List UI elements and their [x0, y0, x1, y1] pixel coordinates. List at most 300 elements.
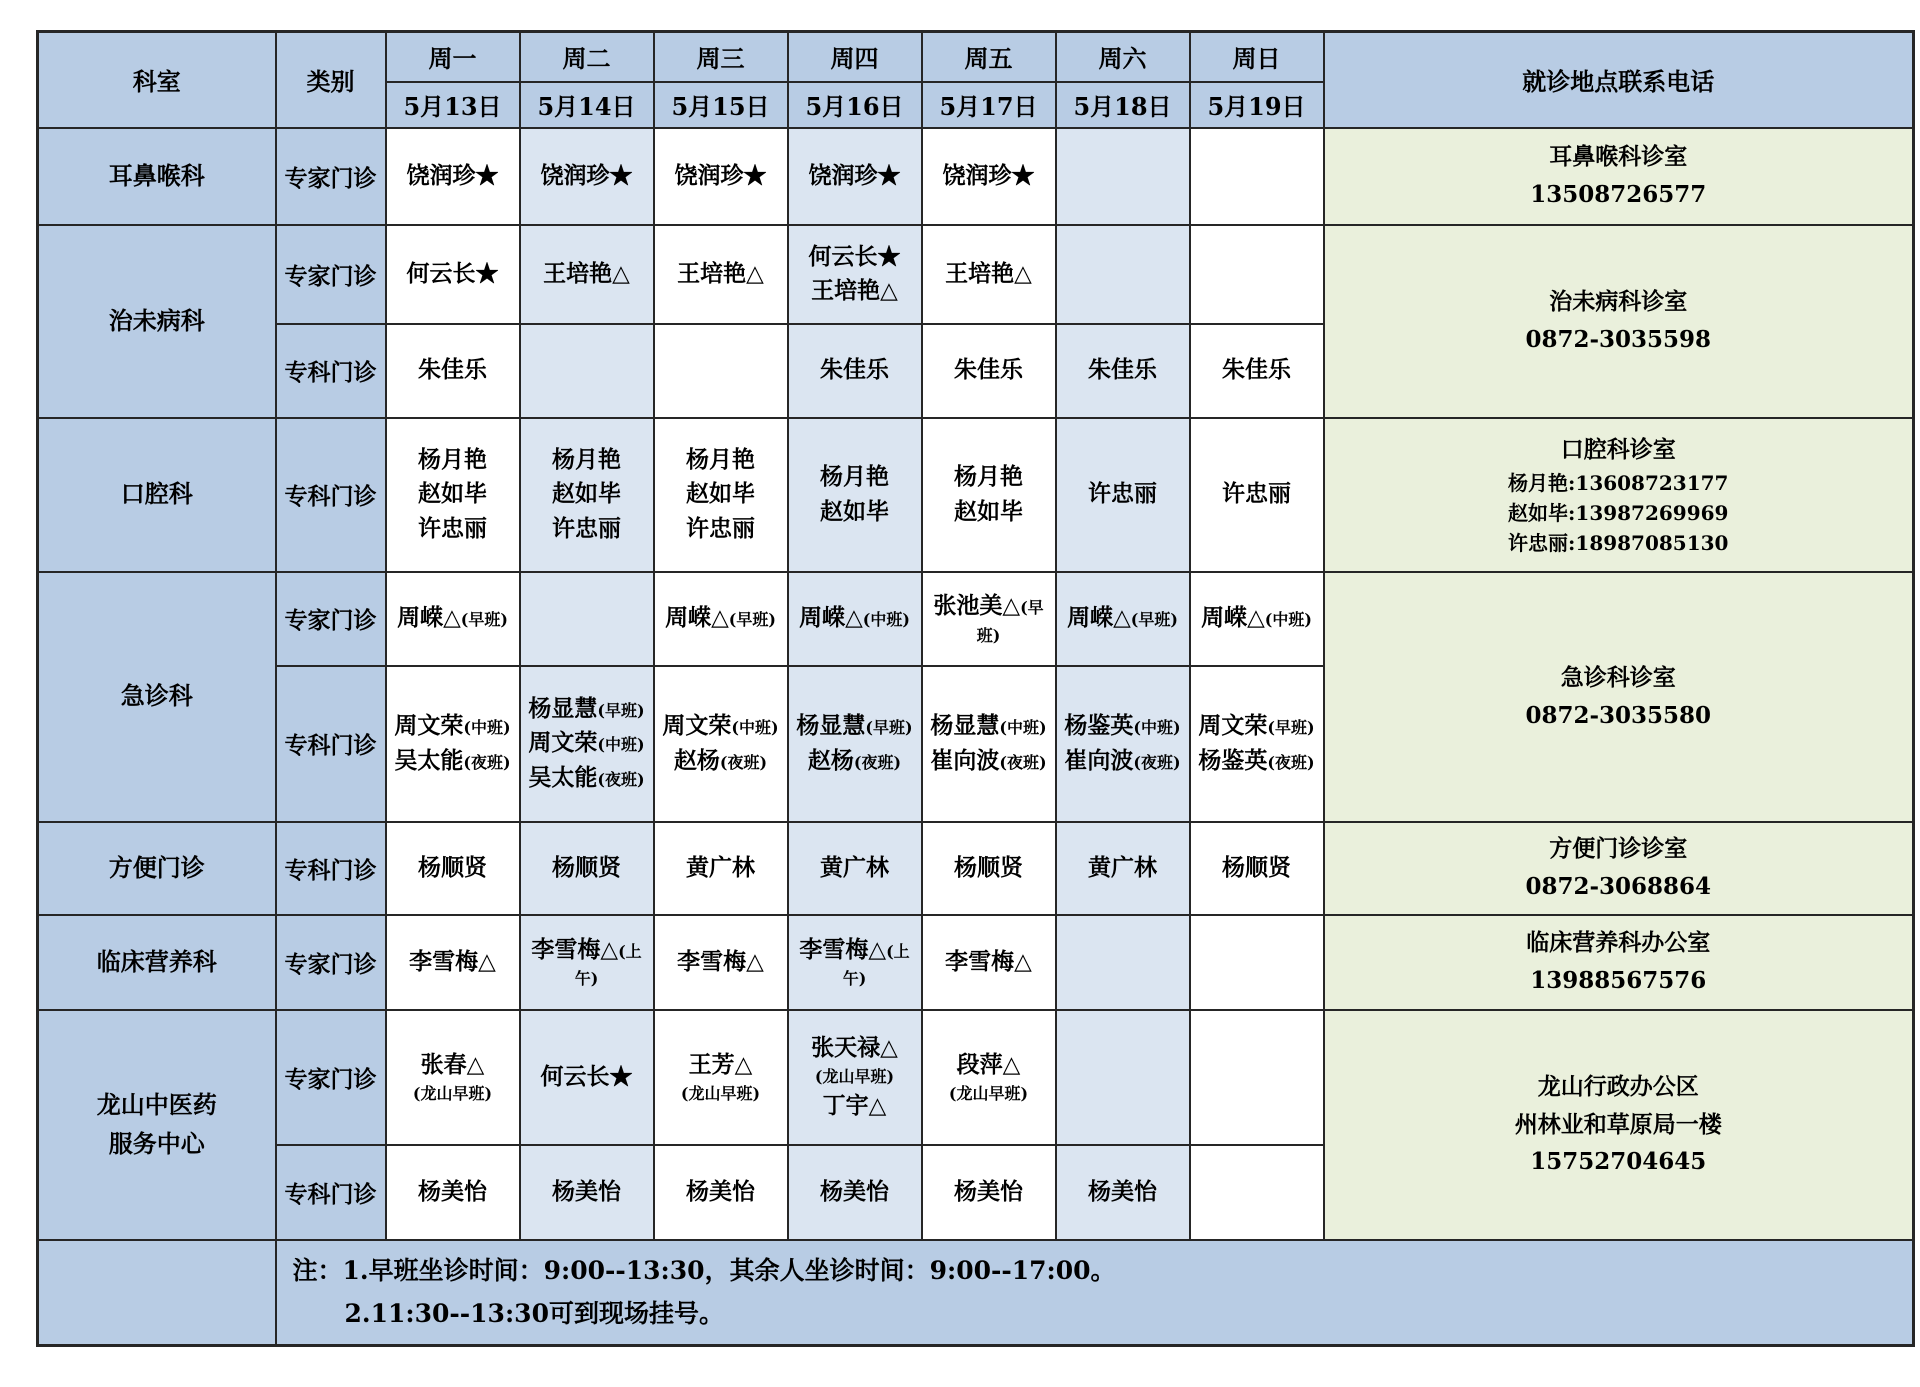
contact-location: 耳鼻喉科诊室 [1549, 143, 1688, 171]
day-cell [922, 822, 1056, 915]
contact-location: 龙山行政办公区 [1537, 1072, 1699, 1100]
weekday-header: 周六 [1056, 32, 1190, 82]
schedule-entry [925, 945, 1053, 980]
day-cell [520, 324, 654, 418]
day-cell [386, 418, 520, 572]
dept-name-line: 急诊科 [120, 681, 193, 711]
shift-label: (早班) [728, 610, 776, 630]
shift-label: (龙山早班) [412, 1084, 493, 1104]
schedule-entry [657, 1082, 785, 1106]
day-cell [654, 915, 788, 1010]
schedule-entry [925, 1048, 1053, 1083]
doctor-name: 朱佳乐 [1222, 356, 1291, 384]
schedule-entry [791, 1175, 919, 1210]
schedule-entry [791, 495, 919, 530]
doctor-name: 段萍△ [956, 1050, 1021, 1078]
schedule-entry [389, 851, 517, 886]
schedule-entry [523, 1175, 651, 1210]
doctor-name: 赵如毕 [686, 480, 755, 508]
day-cell [788, 324, 922, 418]
schedule-entry [657, 601, 785, 636]
schedule-entry [389, 512, 517, 547]
schedule-entry [791, 460, 919, 495]
doctor-name: 朱佳乐 [820, 356, 889, 384]
schedule-entry [791, 1065, 919, 1089]
doctor-name: 吴太能 [394, 746, 464, 774]
day-cell [386, 225, 520, 324]
contact-phone: 13508726577 [1530, 181, 1707, 208]
day-cell [1056, 128, 1190, 225]
doctor-name: 黄广林 [820, 853, 889, 881]
day-cell [520, 1010, 654, 1145]
date-header: 5月19日 [1190, 82, 1324, 128]
day-cell [1190, 572, 1324, 666]
shift-label: (中班) [731, 718, 779, 737]
doctor-name: 何云长★ [406, 259, 499, 287]
doctor-name: 杨美怡 [552, 1177, 621, 1205]
schedule-entry [523, 692, 651, 727]
doctor-name: 周嵘△ [397, 604, 461, 632]
doctor-name: 吴太能 [528, 763, 598, 791]
category-cell: 专科门诊 [276, 666, 386, 822]
schedule-entry [1059, 709, 1187, 744]
day-cell [386, 324, 520, 418]
schedule-entry [1193, 353, 1321, 388]
doctor-name: 饶润珍★ [808, 161, 901, 189]
day-cell [520, 915, 654, 1010]
schedule-entry [657, 512, 785, 547]
doctor-name: 黄广林 [686, 853, 755, 881]
category-cell: 专科门诊 [276, 324, 386, 418]
schedule-body [38, 128, 1914, 1240]
schedule-entry [791, 353, 919, 388]
dept-cell [38, 1010, 276, 1240]
schedule-row [38, 225, 1914, 324]
category-cell: 专家门诊 [276, 128, 386, 225]
schedule-entry [925, 589, 1053, 648]
day-cell [654, 822, 788, 915]
doctor-name: 王培艳△ [811, 277, 898, 304]
doctor-name: 周嵘△ [665, 604, 729, 632]
schedule-entry [389, 1082, 517, 1106]
day-cell [788, 572, 922, 666]
doctor-name: 杨月艳 [552, 445, 621, 473]
day-cell [520, 572, 654, 666]
schedule-entry [523, 257, 651, 292]
schedule-entry [1193, 744, 1321, 779]
doctor-name: 杨月艳 [686, 445, 755, 473]
doctor-name: 周嵘△ [1067, 604, 1131, 632]
day-cell [922, 1145, 1056, 1240]
schedule-entry [657, 443, 785, 478]
doctor-name: 杨美怡 [1088, 1177, 1157, 1205]
dept-cell [38, 915, 276, 1010]
day-cell [654, 572, 788, 666]
shift-label: (中班) [1264, 610, 1312, 630]
shift-label: (夜班) [1133, 752, 1181, 772]
shift-label: (夜班) [463, 752, 511, 772]
schedule-entry [523, 851, 651, 886]
day-cell [922, 225, 1056, 324]
day-cell [788, 822, 922, 915]
weekday-header: 周二 [520, 32, 654, 82]
shift-label: (上午) [842, 941, 910, 989]
day-cell [922, 666, 1056, 822]
doctor-name: 张春△ [420, 1050, 485, 1078]
doctor-name: 杨月艳 [954, 463, 1023, 490]
doctor-name: 周文荣 [1198, 712, 1268, 739]
doctor-name: 杨月艳 [418, 445, 487, 473]
schedule-row [38, 572, 1914, 666]
dept-name-line: 治未病科 [108, 305, 205, 335]
day-cell [1190, 324, 1324, 418]
weekday-header: 周一 [386, 32, 520, 82]
day-cell [788, 1145, 922, 1240]
header-contact: 就诊地点联系电话 [1324, 32, 1914, 128]
schedule-entry [791, 933, 919, 992]
dept-name-line: 耳鼻喉科 [108, 160, 205, 190]
day-cell [922, 128, 1056, 225]
dept-cell [38, 418, 276, 572]
doctor-name: 饶润珍★ [674, 161, 767, 189]
schedule-entry [925, 1175, 1053, 1210]
schedule-entry [1059, 477, 1187, 512]
date-header: 5月16日 [788, 82, 922, 128]
doctor-name: 周文荣 [662, 712, 732, 739]
weekday-header: 周日 [1190, 32, 1324, 82]
contact-cell [1324, 418, 1914, 572]
doctor-name: 许忠丽 [552, 514, 621, 542]
schedule-entry [389, 744, 517, 779]
day-cell [386, 128, 520, 225]
doctor-name: 杨顺贤 [1222, 853, 1291, 881]
note-cell [276, 1240, 1914, 1346]
schedule-entry [523, 443, 651, 478]
dept-cell [38, 225, 276, 418]
day-cell [1190, 822, 1324, 915]
schedule-entry [1193, 477, 1321, 512]
doctor-name: 何云长★ [808, 242, 901, 270]
day-cell [386, 822, 520, 915]
schedule-entry [925, 257, 1053, 292]
doctor-name: 许忠丽 [1088, 480, 1157, 508]
day-cell [1190, 915, 1324, 1010]
doctor-name: 崔向波 [1064, 746, 1134, 774]
day-cell [1190, 666, 1324, 822]
note-left-cell [38, 1240, 276, 1346]
shift-label: (早班) [1267, 718, 1315, 737]
shift-label: (早班) [597, 700, 645, 720]
shift-label: (夜班) [999, 752, 1047, 772]
day-cell [654, 1145, 788, 1240]
day-cell [1190, 225, 1324, 324]
dept-name-line: 龙山中医药 [96, 1090, 217, 1120]
doctor-name: 李雪梅△ [531, 935, 619, 963]
day-cell [1190, 418, 1324, 572]
schedule-entry [657, 477, 785, 512]
doctor-name: 王培艳△ [945, 259, 1032, 287]
shift-label: (龙山早班) [814, 1067, 895, 1086]
day-cell [386, 666, 520, 822]
day-cell [1056, 666, 1190, 822]
doctor-name: 杨美怡 [820, 1177, 889, 1205]
contact-phone: 15752704645 [1530, 1148, 1707, 1176]
day-cell [386, 572, 520, 666]
schedule-entry [389, 353, 517, 388]
schedule-entry [925, 851, 1053, 886]
schedule-entry [791, 240, 919, 275]
day-cell [654, 128, 788, 225]
doctor-name: 周嵘△ [1201, 604, 1265, 632]
schedule-entry [657, 1048, 785, 1083]
schedule-entry [925, 709, 1053, 744]
day-cell [1056, 418, 1190, 572]
contact-location: 治未病科诊室 [1549, 288, 1688, 316]
schedule-entry [925, 159, 1053, 194]
schedule-entry [523, 933, 651, 992]
doctor-name: 杨显慧 [796, 712, 866, 739]
shift-label: (中班) [463, 718, 511, 737]
contact-phone: 0872-3068864 [1525, 873, 1712, 900]
schedule-entry [925, 353, 1053, 388]
day-cell [520, 666, 654, 822]
shift-label: (中班) [1133, 718, 1181, 737]
shift-label: (上午) [574, 941, 642, 989]
contact-phone: 许忠丽:18987085130 [1508, 531, 1729, 556]
dept-name-line: 临床营养科 [96, 946, 217, 976]
schedule-entry [657, 709, 785, 744]
day-cell [1190, 128, 1324, 225]
shift-label: (早班) [460, 610, 508, 630]
dept-cell [38, 128, 276, 225]
doctor-name: 饶润珍★ [540, 161, 633, 189]
shift-label: (夜班) [719, 752, 768, 772]
doctor-name: 饶润珍★ [406, 161, 499, 189]
schedule-entry [925, 1082, 1053, 1106]
doctor-name: 王芳△ [688, 1050, 753, 1078]
shift-label: (早班) [1130, 610, 1178, 630]
doctor-name: 杨顺贤 [954, 853, 1023, 881]
category-cell: 专科门诊 [276, 1145, 386, 1240]
day-cell [654, 225, 788, 324]
doctor-name: 王培艳△ [677, 259, 764, 287]
day-cell [1190, 1010, 1324, 1145]
doctor-name: 许忠丽 [1222, 480, 1291, 508]
day-cell [922, 324, 1056, 418]
schedule-entry [791, 1031, 919, 1066]
day-cell [1056, 225, 1190, 324]
day-cell [788, 915, 922, 1010]
doctor-name: 杨月艳 [820, 463, 889, 490]
weekday-header: 周三 [654, 32, 788, 82]
day-cell [386, 1010, 520, 1145]
contact-cell [1324, 915, 1914, 1010]
schedule-entry [389, 945, 517, 980]
doctor-name: 杨显慧 [528, 694, 598, 722]
date-header: 5月15日 [654, 82, 788, 128]
day-cell [1056, 1010, 1190, 1145]
doctor-name: 朱佳乐 [1088, 356, 1157, 384]
schedule-entry [657, 851, 785, 886]
shift-label: (夜班) [597, 769, 645, 789]
weekday-header: 周四 [788, 32, 922, 82]
day-cell [1056, 822, 1190, 915]
date-header: 5月13日 [386, 82, 520, 128]
day-cell [520, 225, 654, 324]
schedule-sheet [36, 30, 1920, 1347]
contact-cell [1324, 1010, 1914, 1240]
schedule-entry [925, 744, 1053, 779]
day-cell [520, 128, 654, 225]
schedule-entry [791, 274, 919, 309]
doctor-name: 崔向波 [930, 746, 1000, 774]
day-cell [1190, 1145, 1324, 1240]
schedule-entry [1193, 601, 1321, 636]
schedule-entry [389, 159, 517, 194]
schedule-row [38, 418, 1914, 572]
schedule-entry [925, 460, 1053, 495]
day-cell [520, 418, 654, 572]
schedule-entry [523, 761, 651, 796]
schedule-entry [523, 477, 651, 512]
category-cell: 专科门诊 [276, 418, 386, 572]
contact-phone: 杨月艳:13608723177 [1508, 471, 1729, 496]
schedule-entry [791, 601, 919, 636]
contact-phone: 13988567576 [1530, 967, 1707, 994]
doctor-name: 黄广林 [1088, 853, 1157, 881]
doctor-name: 许忠丽 [418, 514, 487, 542]
day-cell [654, 1010, 788, 1145]
header-category: 类别 [276, 32, 386, 128]
doctor-name: 杨顺贤 [418, 853, 487, 881]
contact-location: 方便门诊诊室 [1549, 835, 1688, 863]
contact-cell [1324, 128, 1914, 225]
shift-label: (龙山早班) [680, 1084, 761, 1104]
category-cell: 专家门诊 [276, 572, 386, 666]
doctor-name: 赵杨 [807, 746, 854, 774]
doctor-name: 杨美怡 [418, 1177, 487, 1205]
schedule-entry [791, 709, 919, 744]
dept-cell [38, 822, 276, 915]
schedule-entry [1193, 709, 1321, 744]
schedule-entry [791, 851, 919, 886]
schedule-entry [791, 744, 919, 779]
doctor-name: 周文荣 [528, 729, 598, 757]
shift-label: (早班) [865, 718, 913, 737]
schedule-entry [389, 709, 517, 744]
doctor-name: 王培艳△ [543, 259, 630, 287]
day-cell [654, 418, 788, 572]
category-cell: 专家门诊 [276, 915, 386, 1010]
schedule-entry [389, 1048, 517, 1083]
shift-label: (中班) [597, 735, 645, 755]
doctor-name: 周文荣 [394, 712, 464, 739]
day-cell [1056, 324, 1190, 418]
doctor-name: 何云长★ [540, 1062, 633, 1090]
schedule-entry [657, 257, 785, 292]
doctor-name: 赵如毕 [552, 480, 621, 508]
day-cell [788, 666, 922, 822]
date-header: 5月14日 [520, 82, 654, 128]
schedule-entry [791, 1089, 919, 1124]
weekday-header: 周五 [922, 32, 1056, 82]
day-cell [1056, 572, 1190, 666]
schedule-entry [925, 495, 1053, 530]
dept-name-line: 口腔科 [120, 479, 193, 509]
doctor-name: 许忠丽 [686, 514, 755, 542]
dept-cell [38, 572, 276, 822]
doctor-name: 李雪梅△ [945, 947, 1032, 975]
contact-cell [1324, 572, 1914, 822]
doctor-name: 赵杨 [673, 746, 720, 774]
doctor-name: 杨顺贤 [552, 853, 621, 881]
schedule-entry [1059, 851, 1187, 886]
schedule-entry [657, 1175, 785, 1210]
doctor-name: 赵如毕 [954, 497, 1023, 525]
header-dept: 科室 [38, 32, 276, 128]
doctor-name: 朱佳乐 [954, 356, 1023, 384]
shift-label: (中班) [999, 718, 1047, 737]
doctor-name: 杨鉴英 [1198, 746, 1268, 774]
day-cell [654, 324, 788, 418]
schedule-row [38, 915, 1914, 1010]
doctor-name: 杨美怡 [686, 1177, 755, 1205]
doctor-name: 赵如毕 [418, 480, 487, 508]
dept-name-line: 方便门诊 [108, 852, 205, 882]
doctor-name: 李雪梅△ [409, 947, 496, 975]
doctor-name: 杨鉴英 [1064, 712, 1134, 739]
day-cell [788, 1010, 922, 1145]
schedule-entry [523, 1060, 651, 1095]
schedule-entry [1059, 1175, 1187, 1210]
schedule-entry [389, 1175, 517, 1210]
doctor-name: 朱佳乐 [418, 356, 487, 384]
schedule-entry [523, 159, 651, 194]
day-cell [788, 418, 922, 572]
day-cell [922, 1010, 1056, 1145]
contact-phone: 赵如毕:13987269969 [1508, 501, 1729, 526]
day-cell [520, 822, 654, 915]
doctor-name: 周嵘△ [799, 604, 863, 632]
schedule-entry [657, 945, 785, 980]
schedule-entry [1059, 744, 1187, 779]
contact-cell [1324, 225, 1914, 418]
day-cell [922, 915, 1056, 1010]
schedule-entry [389, 477, 517, 512]
shift-label: (龙山早班) [948, 1084, 1029, 1104]
schedule-entry [389, 601, 517, 636]
note-line-1: 注：1.早班坐诊时间：9:00--13:30，其余人坐诊时间：9:00--17:00。 [292, 1255, 1116, 1285]
category-cell: 专家门诊 [276, 1010, 386, 1145]
doctor-name: 杨显慧 [930, 712, 1000, 739]
shift-label: (中班) [862, 610, 910, 630]
doctor-name: 李雪梅△ [677, 947, 764, 975]
date-header: 5月18日 [1056, 82, 1190, 128]
day-cell [386, 1145, 520, 1240]
doctor-name: 杨美怡 [954, 1177, 1023, 1205]
schedule-table [36, 30, 1915, 1347]
day-cell [1056, 915, 1190, 1010]
category-cell: 专家门诊 [276, 225, 386, 324]
contact-phone: 0872-3035580 [1525, 701, 1712, 729]
doctor-name: 赵如毕 [820, 497, 889, 525]
day-cell [386, 915, 520, 1010]
schedule-entry [1059, 353, 1187, 388]
note-row [38, 1240, 1914, 1346]
schedule-row [38, 1010, 1914, 1145]
contact-location: 口腔科诊室 [1560, 435, 1676, 463]
schedule-row [38, 822, 1914, 915]
